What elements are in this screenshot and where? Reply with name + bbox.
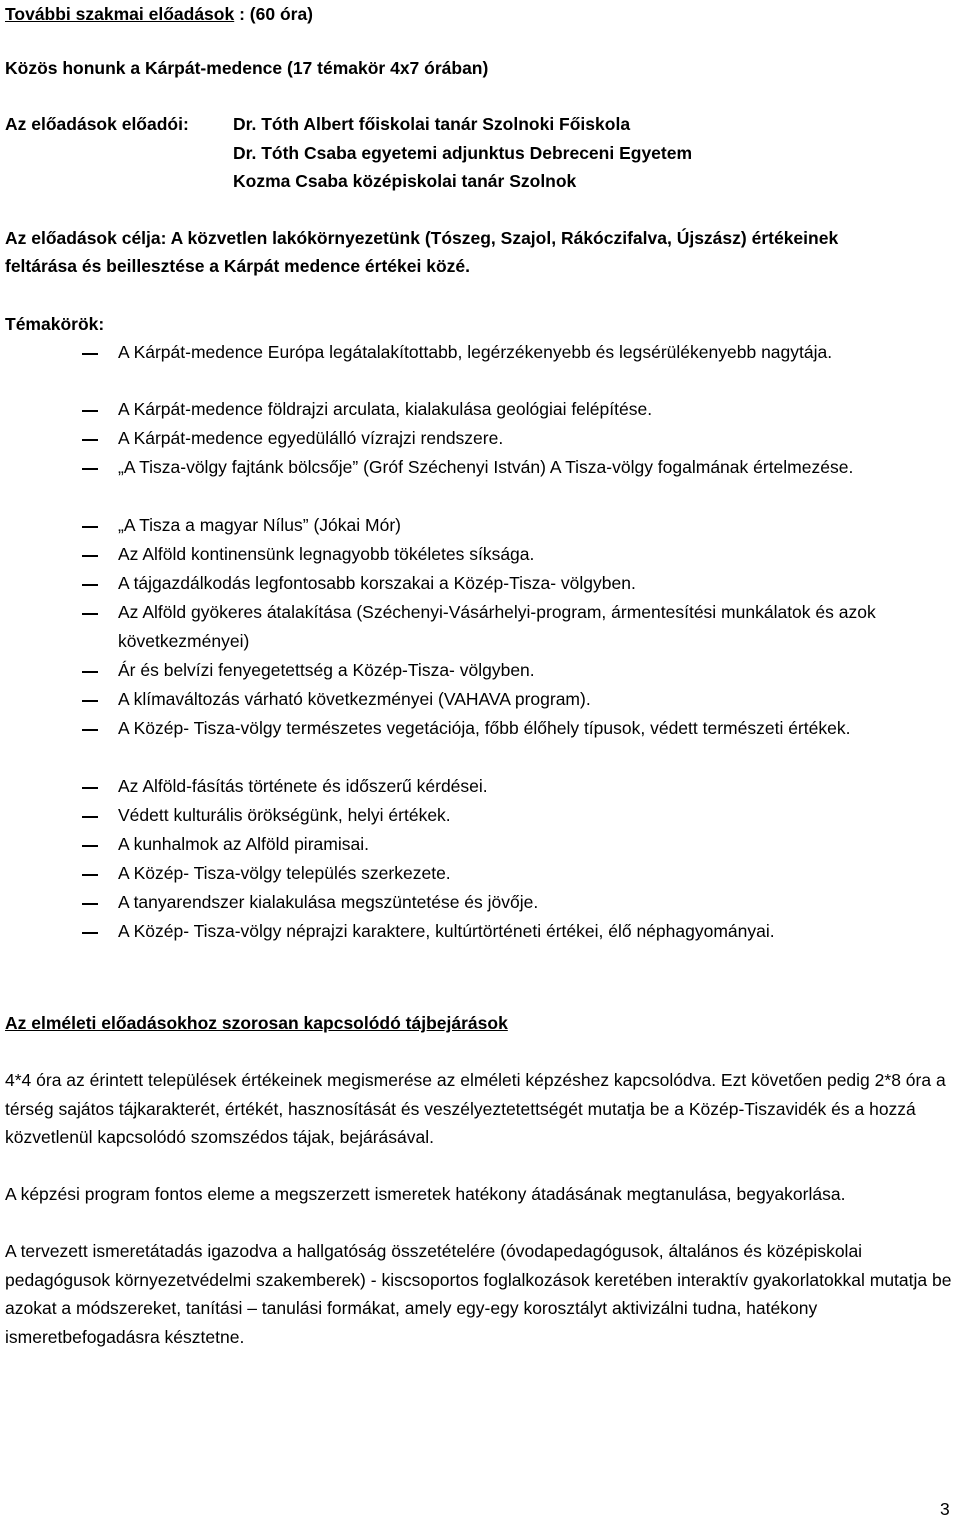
topic-item: A Közép- Tisza-völgy természetes vegetációja, főbb élőhely típusok, védett természeti értékek. <box>118 718 851 738</box>
list-dash <box>82 410 98 412</box>
list-dash <box>82 526 98 528</box>
topic-item: Védett kulturális örökségünk, helyi értékek. <box>118 805 451 825</box>
topic-item: A tanyarendszer kialakulása megszüntetése és jövője. <box>118 892 539 912</box>
list-dash <box>82 613 98 615</box>
header-title: További szakmai előadások <box>5 4 235 24</box>
topic-item: „A Tisza a magyar Nílus” (Jókai Mór) <box>118 515 401 535</box>
lecturers-label: Az előadások előadói: <box>5 114 189 134</box>
topic-item: A tájgazdálkodás legfontosabb korszakai a Közép-Tisza- völgyben. <box>118 573 636 593</box>
list-dash <box>82 903 98 905</box>
topics-heading: Témakörök: <box>5 314 105 334</box>
topic-item: Az Alföld kontinensünk legnagyobb tökéletes síksága. <box>118 544 535 564</box>
topic-item: Ár és belvízi fenyegetettség a Közép-Tisza- völgyben. <box>118 660 535 680</box>
list-dash <box>82 845 98 847</box>
list-dash <box>82 729 98 731</box>
field-trips-paragraph-1: 4*4 óra az érintett települések értékeinek megismerése az elméleti képzéshez kapcsolódva. Ezt követően pedig 2*8 óra a térség sajátos tájkarakterét, értékét, hasznosítását és veszélyeztetettségét mutatja be a Közép-Tiszavidék és a hozzá közvetlenül kapcsolódó szomszédos tájak, bejárásával. <box>5 1070 946 1148</box>
field-trips-paragraph-2: A képzési program fontos eleme a megszerzett ismeretek hatékony átadásának megtanulása, begyakorlása. <box>5 1184 846 1204</box>
header <box>5 3 313 25</box>
topic-item: A Kárpát-medence földrajzi arculata, kialakulása geológiai felépítése. <box>118 399 653 419</box>
page-number: 3 <box>940 1499 950 1519</box>
list-dash <box>82 555 98 557</box>
topic-item: A kunhalmok az Alföld piramisai. <box>118 834 369 854</box>
topic-item: A Közép- Tisza-völgy néprajzi karaktere, kultúrtörténeti értékei, élő néphagyományai. <box>118 921 775 941</box>
list-dash <box>82 584 98 586</box>
lecturer-1: Dr. Tóth Albert főiskolai tanár Szolnoki Főiskola <box>233 114 631 134</box>
topic-item: A klímaváltozás várható következményei (VAHAVA program). <box>118 689 591 709</box>
topic-item: Az Alföld gyökeres átalakítása (Széchenyi-Vásárhelyi-program, ármentesítési munkálatok és azok következményei) <box>118 602 876 651</box>
list-dash <box>82 439 98 441</box>
list-dash <box>82 700 98 702</box>
list-dash <box>82 671 98 673</box>
list-dash <box>82 353 98 355</box>
subtitle: Közös honunk a Kárpát-medence (17 témakör 4x7 órában) <box>5 58 489 78</box>
topic-item: Az Alföld-fásítás története és időszerű kérdései. <box>118 776 488 796</box>
topic-item: „A Tisza-völgy fajtánk bölcsője” (Gróf Széchenyi István) A Tisza-völgy fogalmának értelmezése. <box>118 457 854 477</box>
field-trips-heading: Az elméleti előadásokhoz szorosan kapcsolódó tájbejárások <box>5 1013 508 1033</box>
topic-item: A Kárpát-medence Európa legátalakítottabb, legérzékenyebb és legsérülékenyebb nagytája. <box>118 342 833 362</box>
field-trips-paragraph-3: A tervezett ismeretátadás igazodva a hallgatóság összetételére (óvodapedagógusok, általános és középiskolai pedagógusok környezetvédelmi szakemberek) - kiscsoportos foglalkozások keretében interaktív gyakorlatokkal mutatja be azokat a módszereket, tanítási – tanulási formákat, amely egy-egy korosztályt aktivizálni tudna, hatékony ismeretbefogadásra késztetne. <box>5 1241 952 1347</box>
lecturer-3: Kozma Csaba középiskolai tanár Szolnok <box>233 171 577 191</box>
aim-line-2: feltárása és beillesztése a Kárpát medence értékei közé. <box>5 256 470 276</box>
list-dash <box>82 787 98 789</box>
header-hours: : (60 óra) <box>239 4 313 24</box>
list-dash <box>82 816 98 818</box>
list-dash <box>82 932 98 934</box>
list-dash <box>82 874 98 876</box>
lecturer-2: Dr. Tóth Csaba egyetemi adjunktus Debreceni Egyetem <box>233 143 693 163</box>
topic-item: A Közép- Tisza-völgy település szerkezete. <box>118 863 451 883</box>
list-dash <box>82 468 98 470</box>
topic-item: A Kárpát-medence egyedülálló vízrajzi rendszere. <box>118 428 504 448</box>
aim-line-1: Az előadások célja: A közvetlen lakókörnyezetünk (Tószeg, Szajol, Rákóczifalva, Újszász) értékeinek <box>5 228 839 248</box>
